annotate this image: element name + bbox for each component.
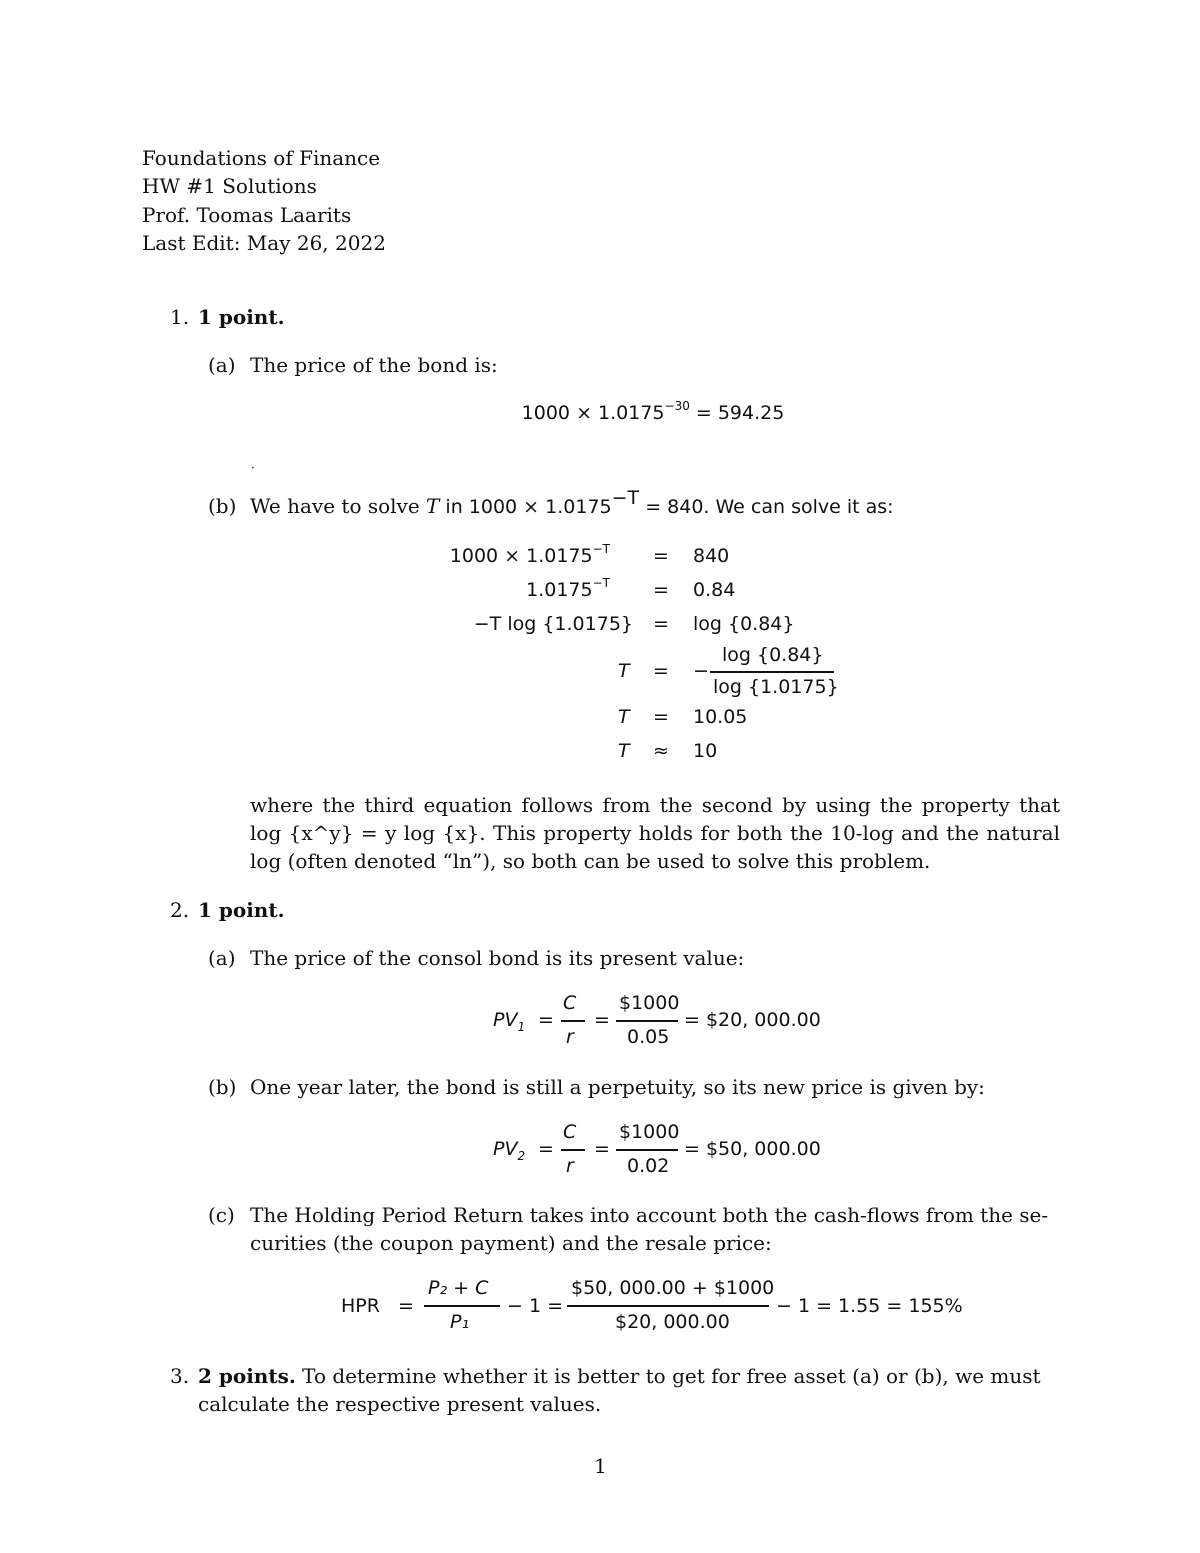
hw-title: HW #1 Solutions <box>142 174 317 198</box>
q2a-result: = $20, 000.00 <box>684 1009 821 1031</box>
eq-row-2-op: = <box>653 579 669 601</box>
q1b-text: We have to solve T in $1000 \times 1.0175^{-T} = 840$. We can solve it as: <box>250 487 894 518</box>
q2c-text-line2: curities (the coupon payment) and the resale price: <box>250 1231 772 1255</box>
stray-dot: · <box>251 461 255 475</box>
q1a-label: (a) <box>208 353 236 377</box>
q3-number: 3. <box>170 1364 190 1388</box>
q2b-eq2: = <box>594 1138 610 1160</box>
q2b-text: One year later, the bond is still a perpetuity, so its new price is given by: <box>250 1075 985 1099</box>
eq-row-6-rhs: 10 <box>693 740 718 762</box>
q2c-result: − 1 = 1.55 = 155% <box>776 1295 963 1317</box>
q2a-eq1: = <box>538 1009 554 1031</box>
eq-row-5-op: = <box>653 706 669 728</box>
q2c-hpr: HPR <box>341 1295 380 1317</box>
q1b-label: (b) <box>208 494 237 518</box>
q2b-result: = $50, 000.00 <box>684 1138 821 1160</box>
eq-row-4-lhs: T <box>618 660 630 682</box>
eq-row-4-sign: − <box>693 660 709 682</box>
eq-row-2-rhs: 0.84 <box>693 579 736 601</box>
eq-row-1-op: = <box>653 545 669 567</box>
q2c-frac2-num: $50, 000.00 + $1000 <box>571 1277 775 1299</box>
q2c-frac2-bar <box>567 1305 769 1307</box>
q2c-frac1-den: P₁ <box>450 1311 470 1333</box>
q3-points: 2 points. <box>198 1364 296 1388</box>
q2b-frac1-bar <box>561 1149 585 1151</box>
q2-points: 1 point. <box>198 898 285 922</box>
last-edit: Last Edit: May 26, 2022 <box>142 231 386 255</box>
q2c-frac1-bar <box>424 1305 500 1307</box>
q2a-frac2-den: 0.05 <box>627 1026 670 1048</box>
q1a-text: The price of the bond is: <box>250 353 498 377</box>
eq-row-3-op: = <box>653 613 669 635</box>
q2-number: 2. <box>170 898 190 922</box>
page-number: 1 <box>594 1454 607 1478</box>
q1b-explanation: where the third equation follows from the second by using the property that log {x^y} = y log {x}. This property holds for both the 10-log and the natural log (often denoted “ln”), so both can be used to solve this problem. <box>250 793 1060 873</box>
q2b-label: (b) <box>208 1075 237 1099</box>
q2a-text: The price of the consol bond is its present value: <box>250 946 745 970</box>
q3-text-line1: 2 points. To determine whether it is better to get for free asset (a) or (b), we must <box>198 1364 1041 1388</box>
eq-row-4-den: log {1.0175} <box>713 676 839 698</box>
q2b-frac2-num: $1000 <box>619 1121 680 1143</box>
q1-points: 1 point. <box>198 305 285 329</box>
professor-name: Prof. Toomas Laarits <box>142 203 352 227</box>
q2c-label: (c) <box>208 1203 235 1227</box>
q2b-frac2-bar <box>616 1149 678 1151</box>
q2b-pv: $PV_2$ <box>493 1138 526 1163</box>
eq-row-4-op: = <box>653 660 669 682</box>
q2c-frac2-den: $20, 000.00 <box>615 1311 730 1333</box>
q2a-frac2-bar <box>616 1020 678 1022</box>
q1-number: 1. <box>170 305 190 329</box>
course-title: Foundations of Finance <box>142 146 381 170</box>
eq-row-5-rhs: 10.05 <box>693 706 748 728</box>
eq-row-1-rhs: 840 <box>693 545 730 567</box>
eq-row-6-op: ≈ <box>653 740 669 762</box>
q2a-frac1-num: C <box>563 992 577 1014</box>
eq-row-2-lhs: $1.0175^{-T}$ <box>526 576 610 601</box>
eq-row-4-fraction-bar <box>710 671 834 673</box>
q2a-pv: $PV_1$ <box>493 1009 526 1034</box>
q2a-eq2: = <box>594 1009 610 1031</box>
eq-row-3-rhs: log {0.84} <box>693 613 795 635</box>
q3-text-line2: calculate the respective present values. <box>198 1392 602 1416</box>
q2c-text-line1: The Holding Period Return takes into account both the cash-flows from the se- <box>250 1203 1049 1227</box>
q2a-label: (a) <box>208 946 236 970</box>
q2b-frac1-den: r <box>566 1155 574 1177</box>
q2a-frac1-den: r <box>566 1026 574 1048</box>
q2a-frac1-bar <box>561 1020 585 1022</box>
eq-row-3-lhs: −T log {1.0175} <box>473 613 633 635</box>
q2c-eq1: = <box>398 1295 414 1317</box>
q2a-frac2-num: $1000 <box>619 992 680 1014</box>
q2b-eq1: = <box>538 1138 554 1160</box>
eq-row-5-lhs: T <box>618 706 630 728</box>
q2c-frac1-num: P₂ + C <box>428 1277 489 1299</box>
q1a-equation: $1000 \times 1.0175^{-30} = 594.25$ <box>521 399 785 424</box>
eq-row-6-lhs: T <box>618 740 630 762</box>
eq-row-1-lhs: $1000 \times 1.0175^{-T}$ <box>449 542 610 567</box>
q2c-mid: − 1 = <box>507 1295 564 1317</box>
q2b-frac2-den: 0.02 <box>627 1155 670 1177</box>
eq-row-4-num: log {0.84} <box>722 644 824 666</box>
q2b-frac1-num: C <box>563 1121 577 1143</box>
